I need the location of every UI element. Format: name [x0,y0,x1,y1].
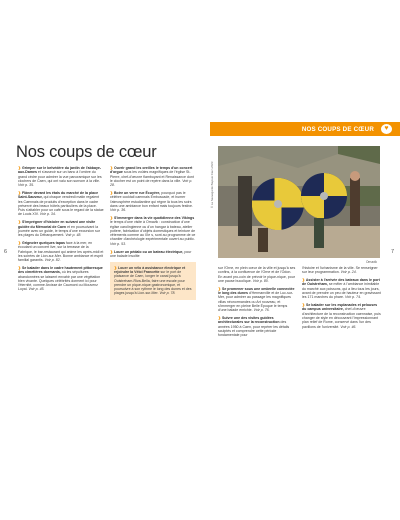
list-item: ❯ Se promener sous une ombrelle connectée le long des dunes d'Hermanville et de Luc-sur-Mer, pour admirer au passage les magnifiques villas néonormandes ou Art nouveau, et s'immerger en pleine Belle Époque le temps d'une balade enrichie. Voir p. 76. [218,286,295,313]
chevron-icon: ❯ [18,240,22,245]
column-4 [302,266,382,332]
chevron-icon: ❯ [18,220,22,225]
list-item: ❯ Assister à l'arrivée des bateaux dans le port de Ouistreham, se mêler à l'ambiance inimitable du marché aux poissons, qui a lieu tous les jours, avant de prendre un peu de hauteur en gravissant les 171 marches du phare. Voir p. 74. [302,278,381,300]
chevron-icon: ❯ [110,249,114,254]
chevron-icon: ❯ [114,265,118,270]
list-item: ❯ Grimper sur le belvédère du jardin de l'abbaye-aux-Dames et s'asseoir sur un banc à l'ombre du grand cèdre pour admirer la vue panoramique sur les clochers de Caen, qui ont valu son surnom à la ville. Voir p. 35. [18,166,102,188]
list-item: ❯ S'imprégner d'histoire en suivant une visite guidée du Mémorial de Caen et en poursuivant la journée avec un guide, le temps d'une excursion sur les plages du Débarquement. Voir p. 48. [18,220,100,238]
list-item: ❯ Grignoter quelques tapas face à la mer, en écoutant un concert live, sur la terrasse de la Fabrique, le bar-restaurant qui anime les après-midi et les soirées de Lion-sur-Mer. Bonne ambiance et esprit familial garantis. Voir p. 82. [18,240,104,263]
list-item: l'histoire et l'urbanisme de la ville. Se renseigner sur leur programmation. Voir p. 24. [302,266,378,275]
chevron-icon: ❯ [302,278,306,283]
photo-caption: Ornavik [366,260,377,264]
list-item: sur l'Orne, en plein cœur de la ville et jusqu'à ses confins, à la confluence de l'Orne et de l'Odon. En avant pro-coin de prévoir le pique-nique, pour une pause bucolique. Voir p. 80. [218,266,296,283]
list-item: ❯ Se balader sur les esplanades et pelouses du campus universitaire, chef-d'œuvre d'architecture de la reconstruction caennaise, puis changer de style en découvrant l'impressionnant plan relief de Rome, conservé dans l'un des pavillons de l'université. Voir p. 46. [302,303,381,329]
page-number-right: 7 [391,249,395,255]
photo-illustration [218,146,380,258]
chevron-icon: ❯ [110,166,114,170]
chevron-icon: ❯ [18,265,22,270]
list-item: ❯ S'immerger dans la vie quotidienne des Vikings le temps d'une visite à Ornavik : construction d'une église carolingienne ou d'un hangar à bateau, atelier potiere, fabrication d'objets domestiques et teinture de vêtements comme au IXe s, sont au programme de ce chantier d'archéologie expérimentale ouvert au public. Voir p. 53. [110,215,196,246]
chevron-icon: ❯ [302,303,306,308]
top-margin [0,0,400,122]
list-item: ❯ Boire un verre rue Écuyère, pourquoi pas le célèbre cocktail caennais Embuscade, et humer l'atmosphère estudiantine qui règne là tous les soirs dans une ambiance bon enfant mais toujours festive. Voir p. 36. [110,190,194,213]
section-header-bar [210,122,400,136]
list-item: ❯ Ouvrir grand les oreilles le temps d'un concert d'orgue sous les voûtes magnifiques de l'église St-Pierre, chef-d'œuvre flamboyant et Renaissance dont le clocher est un point de repère dans la ville. Voir p. 28. [110,166,194,188]
chevron-icon: ❯ [110,190,114,195]
page-number-left: 6 [4,249,8,255]
column-3 [218,266,296,341]
chevron-icon: ❯ [18,166,22,170]
chevron-icon: ❯ [110,215,114,220]
photo-credit: © La Sauvegarde Bayeux Caen 2023 [210,161,214,208]
chevron-icon: ❯ [218,286,222,291]
photo-ornavik [218,146,380,258]
list-item: ❯ Louer un pédalo ou un bateau électrique, pour une balade insolite [110,249,192,258]
heart-icon: ♥ [381,124,392,134]
page-title: Nos coups de cœur [16,143,157,161]
list-item: ❯ Suivre une des visites guidées architecturales sur la reconstruction des années 1950 à Caen, pour repérer les détails sculptés et comprendre cette période fondamentale pour [218,315,290,338]
list-item: ❯ Flâner devant les étals du marché de la place Saint-Sauveur, qui chaque vendredi matin regaient les Caennais de produits d'exception dans le cadre préservé des beaux hôtels particuliers de la place. Puis s'attabler pour un café sous le regard de la statue de Louis XIV. Voir p. 34. [18,190,104,217]
section-header-label: NOS COUPS DE CŒUR [301,125,374,133]
chevron-icon: ❯ [18,190,22,195]
chevron-icon: ❯ [218,315,222,320]
column-1 [18,166,104,295]
highlight-box: ❯ Louer un vélo à assistance électrique et rejoindre la Véloi Francette sur le port de plaisance de Caen, longer le canal jusqu'à Ouistreham-Riva-Bella, faire une escale pour prendre un pique-nique gastronomique, et poursuivre à son rythme le long des dunes et des plages jusqu'à Lion-sur-Mer. Voir p. 78. [110,262,196,300]
list-item: ❯ Se balader dans le cadre hautement pittoresque des cimetières dormants, où les sépultures abandonnées se laissent envahir par une végétation bien vivante. Quelques célébrités dorment ici pour l'éternité, comme Arcisse de Caumont ou Mouvenz Loyal. Voir p. 45. [18,265,103,292]
column-2 [110,166,196,303]
